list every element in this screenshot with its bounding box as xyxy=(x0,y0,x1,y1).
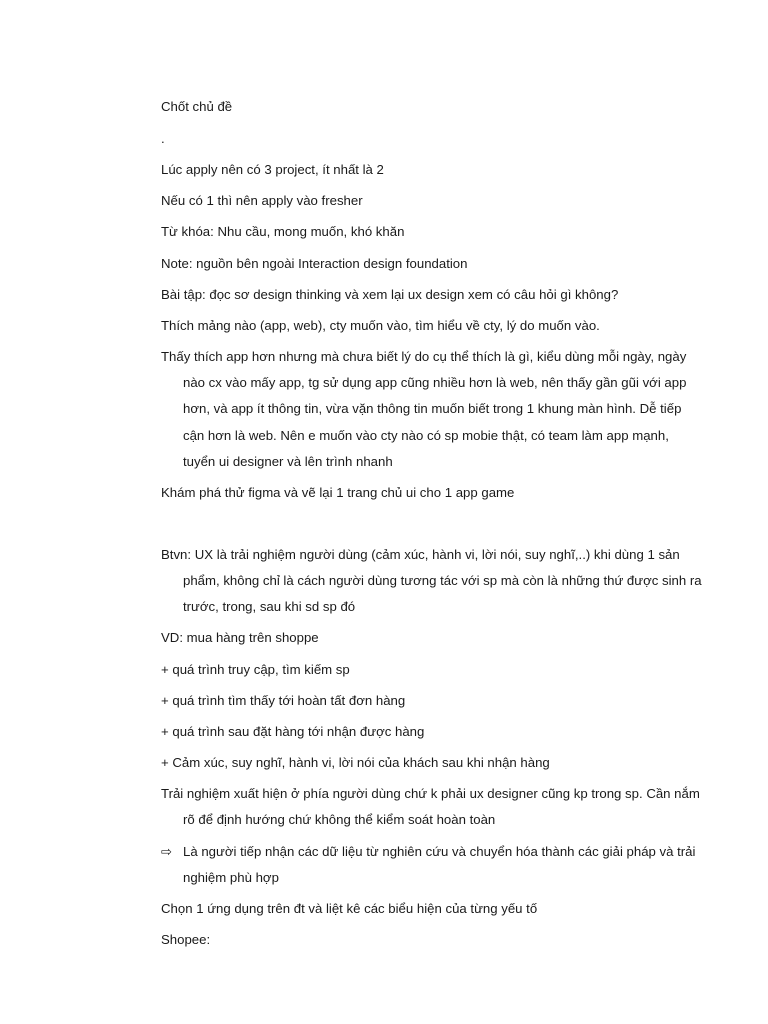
paragraph: . xyxy=(161,131,165,146)
paragraph: Shopee: xyxy=(161,932,211,947)
paragraph-line: Trải nghiệm xuất hiện ở phía người dùng chứ k phải ux designer cũng kp trong sp. Cần nắm xyxy=(161,786,700,801)
paragraph-line: hơn, và app ít thông tin, vừa vặn thông tin muốn biết trong 1 khung màn hình. Dễ tiếp xyxy=(183,401,682,416)
arrow-list-item xyxy=(161,843,695,861)
paragraph-line: Là người tiếp nhận các dữ liệu từ nghiên cứu và chuyển hóa thành các giải pháp và trải xyxy=(183,844,696,859)
paragraph: Note: nguồn bên ngoài Interaction design foundation xyxy=(161,256,468,271)
list-item: + quá trình tìm thấy tới hoàn tất đơn hàng xyxy=(161,693,406,708)
paragraph: Lúc apply nên có 3 project, ít nhất là 2 xyxy=(161,162,384,177)
paragraph: Nếu có 1 thì nên apply vào fresher xyxy=(161,193,363,208)
paragraph: Thích mảng nào (app, web), cty muốn vào, tìm hiểu về cty, lý do muốn vào. xyxy=(161,318,600,333)
paragraph: Bài tập: đọc sơ design thinking và xem lại ux design xem có câu hỏi gì không? xyxy=(161,287,619,302)
paragraph-line: tuyển ui designer và lên trình nhanh xyxy=(183,454,393,469)
paragraph: Từ khóa: Nhu cầu, mong muốn, khó khăn xyxy=(161,224,405,239)
right-arrow-icon: ⇨ xyxy=(161,844,173,859)
paragraph: Khám phá thử figma và vẽ lại 1 trang chủ ui cho 1 app game xyxy=(161,485,515,500)
list-item: + quá trình sau đặt hàng tới nhận được hàng xyxy=(161,724,425,739)
paragraph-line: cận hơn là web. Nên e muốn vào cty nào có sp mobie thật, có team làm app mạnh, xyxy=(183,428,669,443)
list-item: + quá trình truy cập, tìm kiếm sp xyxy=(161,662,350,677)
list-item: + Cảm xúc, suy nghĩ, hành vi, lời nói của khách sau khi nhận hàng xyxy=(161,755,550,770)
paragraph: Chọn 1 ứng dụng trên đt và liệt kê các biểu hiện của từng yếu tố xyxy=(161,901,538,916)
paragraph-line: rõ để định hướng chứ không thể kiểm soát hoàn toàn xyxy=(183,812,496,827)
paragraph-line: Btvn: UX là trải nghiệm người dùng (cảm xúc, hành vi, lời nói, suy nghĩ,..) khi dùng 1 sản xyxy=(161,547,680,562)
paragraph: VD: mua hàng trên shoppe xyxy=(161,630,319,645)
paragraph-line: nào cx vào mấy app, tg sử dụng app cũng nhiều hơn là web, nên thấy gần gũi với app xyxy=(183,375,687,390)
paragraph-line: phẩm, không chỉ là cách người dùng tương tác với sp mà còn là những thứ được sinh ra xyxy=(183,573,702,588)
paragraph-line: trước, trong, sau khi sd sp đó xyxy=(183,599,356,614)
heading-text: Chốt chủ đề xyxy=(161,99,233,114)
paragraph-line: nghiệm phù hợp xyxy=(183,870,279,885)
paragraph-line: Thấy thích app hơn nhưng mà chưa biết lý do cụ thể thích là gì, kiểu dùng mỗi ngày, ngày xyxy=(161,349,687,364)
